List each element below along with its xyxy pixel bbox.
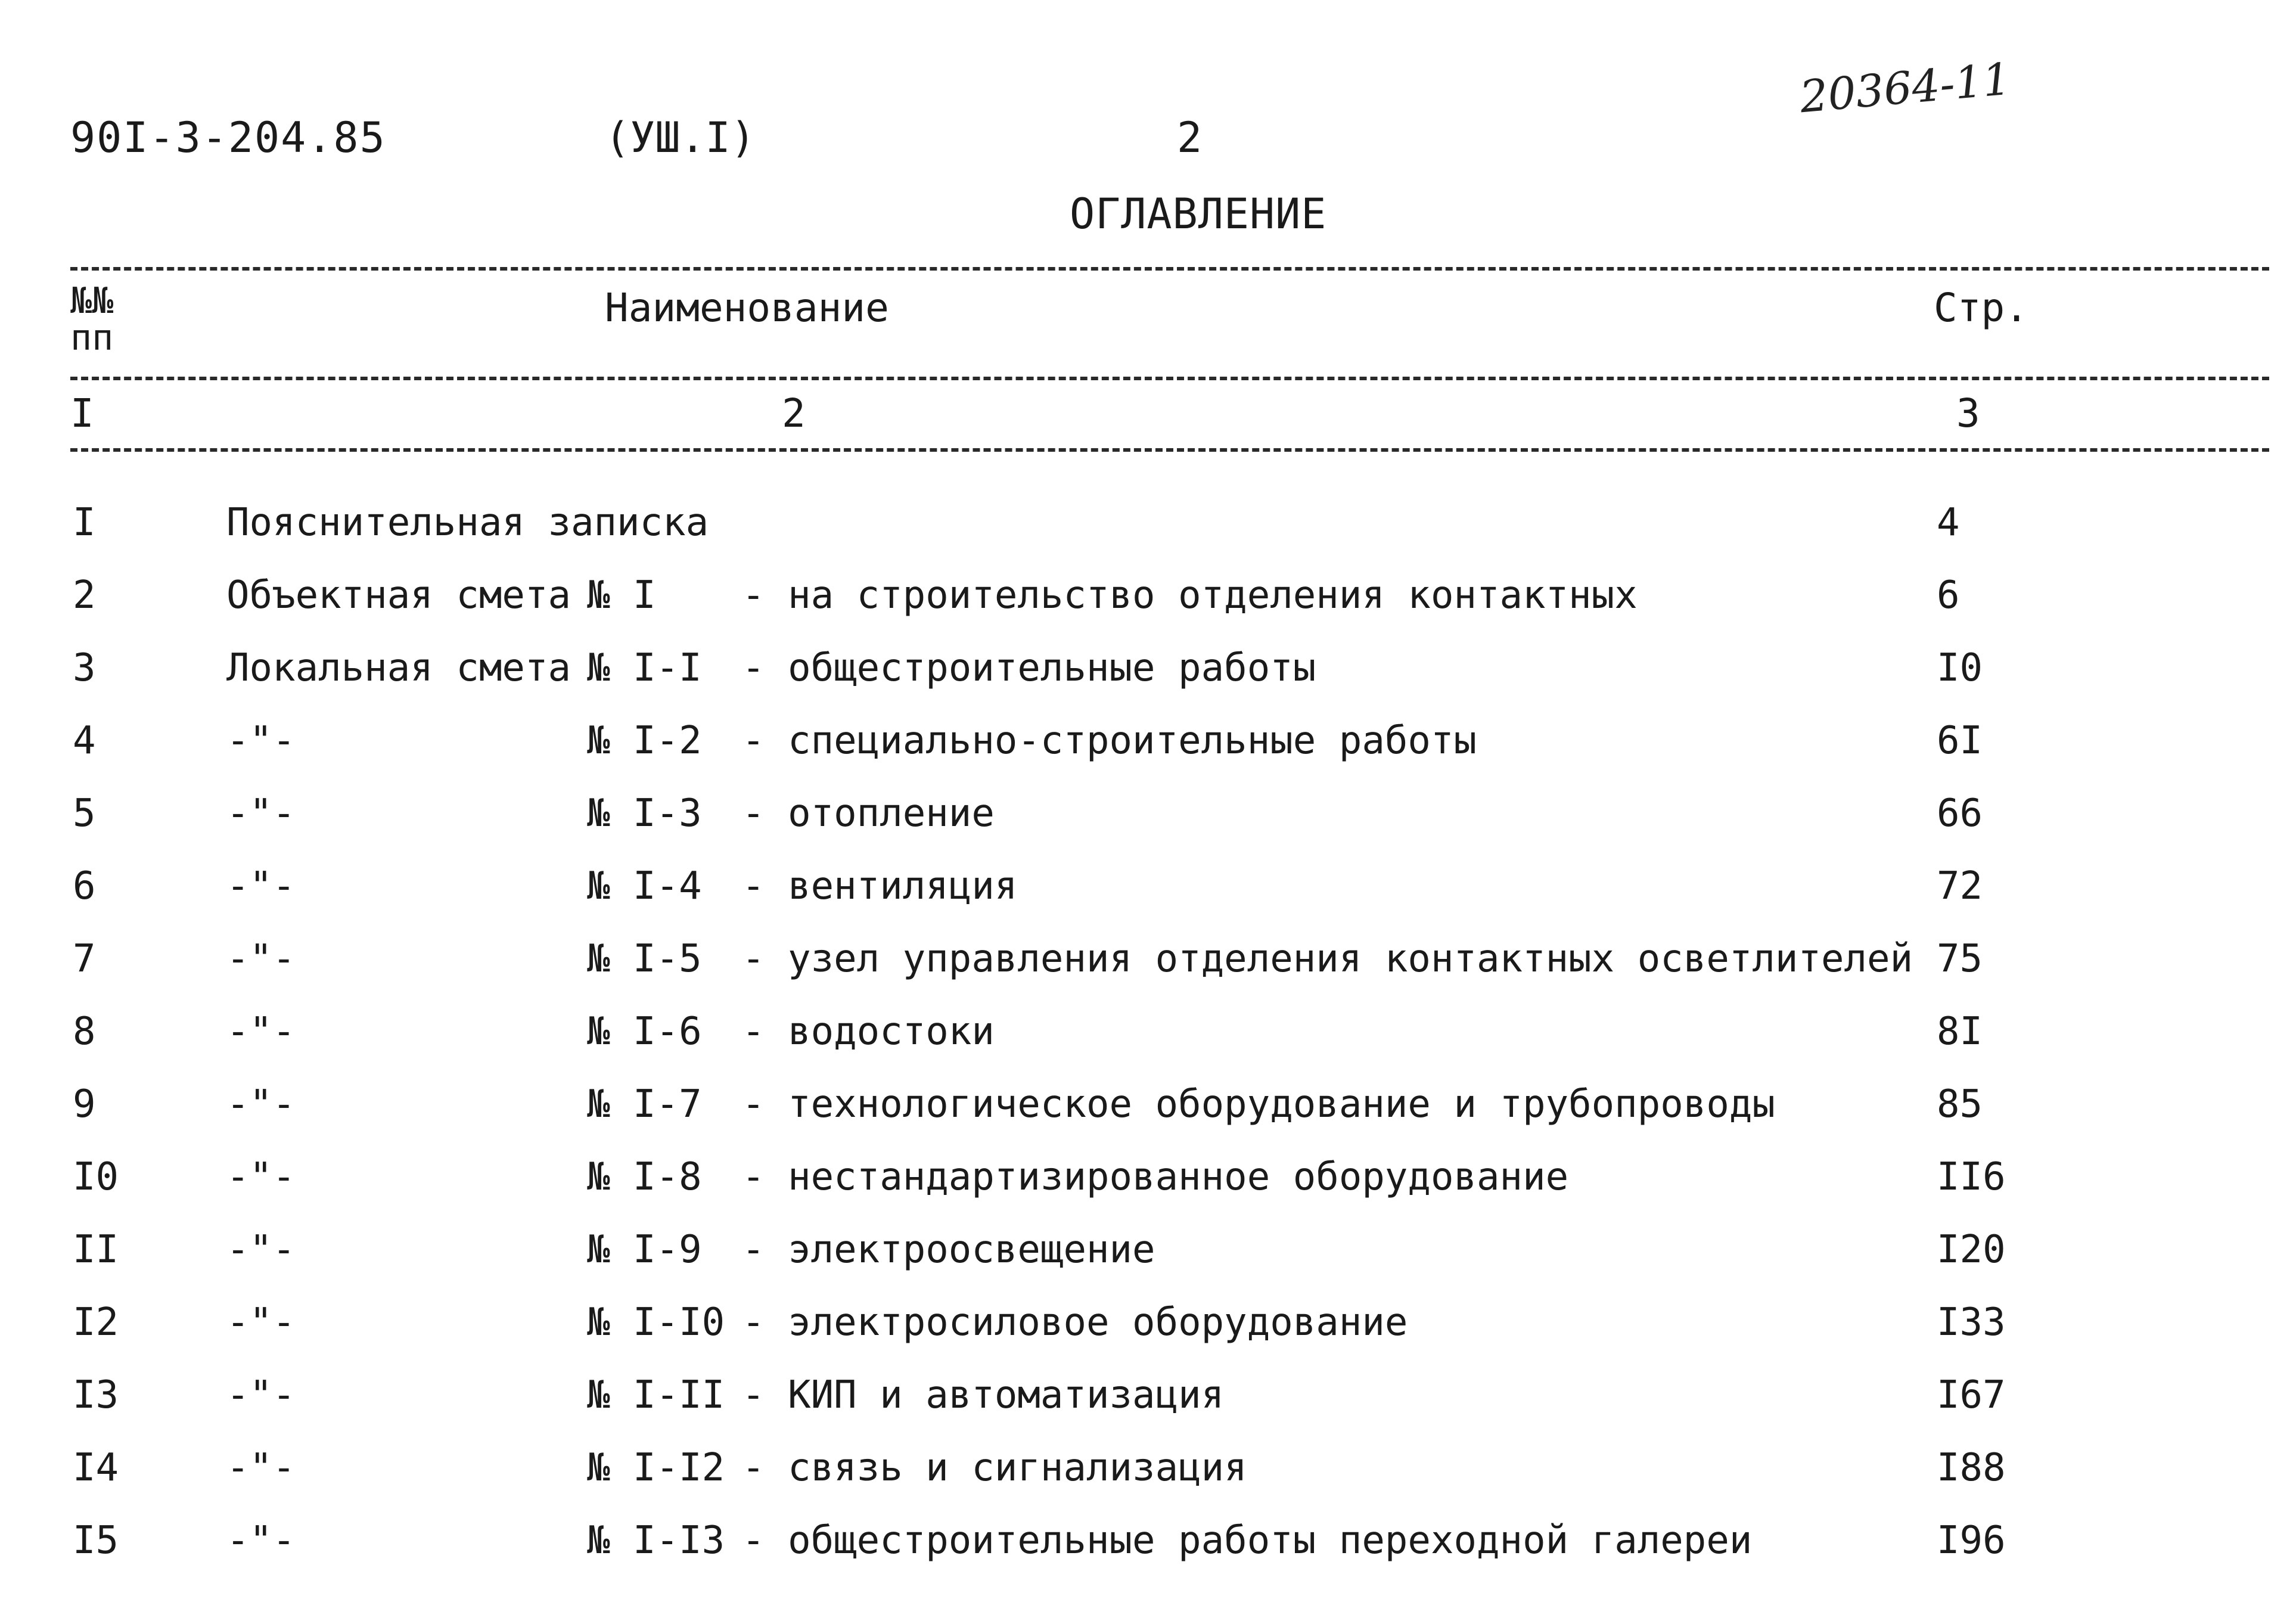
row-document-type: -"-: [226, 937, 296, 981]
row-number: 6: [73, 864, 96, 908]
row-document-type: -"-: [226, 1519, 296, 1563]
toc-row: [0, 1010, 2296, 1069]
row-number: I0: [73, 1155, 119, 1199]
toc-row: [0, 791, 2296, 851]
toc-row: [0, 1228, 2296, 1287]
column-index-1: I: [70, 390, 94, 436]
row-document-code: № I-II: [587, 1373, 725, 1417]
row-document-code: № I-I: [587, 646, 702, 690]
dashed-rule-middle: [70, 377, 2269, 380]
row-description: - КИП и автоматизация: [742, 1373, 1225, 1417]
row-description: - водостоки: [742, 1010, 995, 1054]
row-page: I96: [1937, 1519, 2006, 1563]
row-number: I5: [73, 1519, 119, 1563]
row-page: I88: [1937, 1446, 2006, 1490]
row-document-type: Пояснительная записка: [226, 501, 709, 545]
dashed-rule-bottom: [70, 448, 2269, 452]
row-number: I: [73, 501, 96, 545]
row-document-type: -"-: [226, 1155, 296, 1199]
row-page: I20: [1937, 1228, 2006, 1272]
row-document-type: Объектная смета: [226, 573, 571, 617]
row-document-type: -"-: [226, 1010, 296, 1054]
row-description: - вентиляция: [742, 864, 1018, 908]
row-number: I2: [73, 1300, 119, 1345]
row-number: I3: [73, 1373, 119, 1417]
row-description: - электросиловое оборудование: [742, 1300, 1408, 1345]
row-number: 2: [73, 573, 96, 617]
handwritten-inventory-number: 20364-11: [1797, 53, 2013, 123]
row-document-type: -"-: [226, 719, 296, 763]
row-number: 5: [73, 791, 96, 836]
row-document-code: № I-I0: [587, 1300, 725, 1345]
row-page: 75: [1937, 937, 1983, 981]
row-number: 7: [73, 937, 96, 981]
row-description: - технологическое оборудование и трубопроводы: [742, 1082, 1775, 1126]
row-document-code: № I-I3: [587, 1519, 725, 1563]
row-document-code: № I-9: [587, 1228, 702, 1272]
row-document-code: № I-7: [587, 1082, 702, 1126]
row-document-type: -"-: [226, 1446, 296, 1490]
row-number: 3: [73, 646, 96, 690]
row-description: - отопление: [742, 791, 995, 836]
row-description: - специально-строительные работы: [742, 719, 1477, 763]
row-document-type: -"-: [226, 1373, 296, 1417]
toc-row: [0, 1373, 2296, 1433]
row-number: 8: [73, 1010, 96, 1054]
page-number: 2: [1177, 113, 1203, 162]
row-document-type: Локальная смета: [226, 646, 571, 690]
row-description: - электроосвещение: [742, 1228, 1155, 1272]
row-page: I33: [1937, 1300, 2006, 1345]
row-document-code: № I-3: [587, 791, 702, 836]
row-description: - связь и сигнализация: [742, 1446, 1247, 1490]
column-header-page: Стр.: [1934, 285, 2028, 331]
toc-row: [0, 1446, 2296, 1505]
row-number: I4: [73, 1446, 119, 1490]
toc-row: [0, 501, 2296, 560]
toc-row: [0, 573, 2296, 633]
toc-row: [0, 1155, 2296, 1215]
column-index-2: 2: [782, 390, 806, 436]
row-document-type: -"-: [226, 791, 296, 836]
row-page: 72: [1937, 864, 1983, 908]
row-page: I0: [1937, 646, 1983, 690]
row-page: 6I: [1937, 719, 1983, 763]
row-document-type: -"-: [226, 864, 296, 908]
toc-row: [0, 864, 2296, 924]
toc-row: [0, 1300, 2296, 1360]
document-volume: (УШ.I): [605, 113, 756, 162]
row-document-code: № I: [587, 573, 656, 617]
row-page: II6: [1937, 1155, 2006, 1199]
column-header-number-line2: пп: [70, 317, 114, 359]
row-page: 4: [1937, 501, 1960, 545]
row-description: - узел управления отделения контактных осветлителей: [742, 937, 1913, 981]
document-code: 90I-3-204.85: [70, 113, 386, 162]
row-document-code: № I-4: [587, 864, 702, 908]
row-number: 9: [73, 1082, 96, 1126]
row-page: I67: [1937, 1373, 2006, 1417]
toc-row: [0, 646, 2296, 706]
row-document-type: -"-: [226, 1082, 296, 1126]
column-index-3: 3: [1956, 390, 1980, 436]
row-document-type: -"-: [226, 1300, 296, 1345]
row-page: 85: [1937, 1082, 1983, 1126]
column-header-number: №№: [70, 280, 114, 322]
row-document-code: № I-2: [587, 719, 702, 763]
row-number: 4: [73, 719, 96, 763]
row-description: - общестроительные работы: [742, 646, 1316, 690]
row-description: - на строительство отделения контактных: [742, 573, 1638, 617]
row-document-code: № I-I2: [587, 1446, 725, 1490]
row-description: - общестроительные работы переходной галереи: [742, 1519, 1753, 1563]
toc-row: [0, 1082, 2296, 1142]
dashed-rule-top: [70, 267, 2269, 271]
row-page: 6: [1937, 573, 1960, 617]
row-document-code: № I-6: [587, 1010, 702, 1054]
row-document-code: № I-8: [587, 1155, 702, 1199]
row-document-code: № I-5: [587, 937, 702, 981]
column-header-name: Наименование: [605, 285, 889, 331]
row-description: - нестандартизированное оборудование: [742, 1155, 1569, 1199]
row-number: II: [73, 1228, 119, 1272]
toc-title: ОГЛАВЛЕНИЕ: [1070, 190, 1327, 238]
row-document-type: -"-: [226, 1228, 296, 1272]
row-page: 66: [1937, 791, 1983, 836]
toc-row: [0, 719, 2296, 778]
toc-row: [0, 937, 2296, 996]
toc-row: [0, 1519, 2296, 1578]
row-page: 8I: [1937, 1010, 1983, 1054]
